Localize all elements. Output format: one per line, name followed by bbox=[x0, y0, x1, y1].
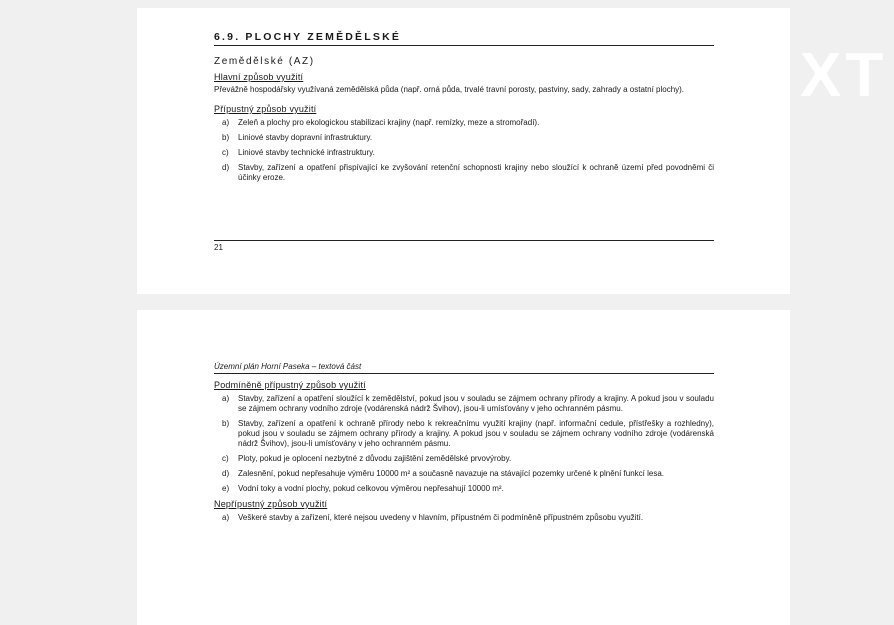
list-item-text: Stavby, zařízení a opatření k ochraně přírody nebo k rekreačnímu využití krajiny (např. informační cedule, přístřešky a rozhledny), pokud jsou v souladu se zájmem ochrany přírody a krajiny. A pokud jsou v souladu se zájmem ochrany vodního zdroje (vodárenská nádrž Švihov), jsou-li umísťovány v jeho ochranném pásmu. bbox=[238, 419, 714, 448]
list-item-letter: b) bbox=[222, 419, 230, 428]
section-title: 6.9. PLOCHY ZEMĚDĚLSKÉ bbox=[214, 31, 714, 46]
zone-title: Zemědělské (AZ) bbox=[214, 56, 315, 67]
prohibited-use-list bbox=[214, 513, 714, 523]
document-page-1 bbox=[137, 8, 790, 294]
list-item-text: Zeleň a plochy pro ekologickou stabilizaci krajiny (např. remízky, meze a stromořadí). bbox=[238, 118, 540, 127]
list-item bbox=[214, 148, 714, 158]
list-item-text: Liniové stavby technické infrastruktury. bbox=[238, 148, 375, 157]
main-use-text: Převážně hospodářsky využívaná zemědělská půda (např. orná půda, trvalé travní porosty, pastviny, sady, zahrady a ostatní plochy). bbox=[214, 85, 685, 94]
page-1-content bbox=[214, 31, 714, 188]
watermark-text: XT bbox=[800, 41, 888, 110]
list-item-letter: d) bbox=[222, 163, 230, 172]
prohibited-use-heading: Nepřípustný způsob využití bbox=[214, 499, 328, 509]
permitted-use-heading: Přípustný způsob využití bbox=[214, 104, 317, 114]
list-item-text: Zalesnění, pokud nepřesahuje výměru 10000 m² a současně navazuje na stávající pozemky určené k plnění funkcí lesa. bbox=[238, 469, 665, 478]
page-1-footer bbox=[214, 240, 714, 253]
list-item-text: Stavby, zařízení a opatření sloužící k zemědělství, pokud jsou v souladu se zájmem ochrany přírody a krajiny. A pokud jsou v souladu se zájmem ochrany vodního zdroje (vodárenská nádrž Švihov), jsou-li umísťovány v jeho ochranném pásmu. bbox=[238, 394, 714, 413]
conditional-use-heading: Podmíněně přípustný způsob využití bbox=[214, 380, 366, 390]
list-item-text: Liniové stavby dopravní infrastruktury. bbox=[238, 133, 373, 142]
page-2-content bbox=[214, 362, 714, 528]
list-item bbox=[214, 484, 714, 494]
main-use-heading: Hlavní způsob využití bbox=[214, 72, 304, 82]
list-item bbox=[214, 163, 714, 183]
list-item-text: Stavby, zařízení a opatření přispívající ke zvyšování retenční schopnosti krajiny nebo sloužící k ochraně území před povodněmi či účinky eroze. bbox=[238, 163, 714, 182]
page-header: Územní plán Horní Paseka – textová část bbox=[214, 362, 714, 374]
list-item bbox=[214, 394, 714, 414]
list-item-letter: a) bbox=[222, 394, 230, 403]
list-item-letter: a) bbox=[222, 513, 230, 522]
footer-divider bbox=[214, 240, 714, 241]
list-item-text: Ploty, pokud je oplocení nezbytné z důvodu zajištění zemědělské prvovýroby. bbox=[238, 454, 512, 463]
list-item-letter: d) bbox=[222, 469, 230, 478]
list-item-letter: a) bbox=[222, 118, 230, 127]
conditional-use-list bbox=[214, 394, 714, 494]
list-item-text: Vodní toky a vodní plochy, pokud celkovou výměrou nepřesahují 10000 m². bbox=[238, 484, 504, 493]
list-item bbox=[214, 133, 714, 143]
permitted-use-list bbox=[214, 118, 714, 183]
list-item-text: Veškeré stavby a zařízení, které nejsou uvedeny v hlavním, přípustném či podmíněně přípustném způsobu využití. bbox=[238, 513, 644, 522]
list-item bbox=[214, 513, 714, 523]
list-item bbox=[214, 118, 714, 128]
list-item-letter: b) bbox=[222, 133, 230, 142]
list-item bbox=[214, 419, 714, 449]
document-page-2 bbox=[137, 310, 790, 625]
list-item-letter: e) bbox=[222, 484, 230, 493]
list-item bbox=[214, 454, 714, 464]
list-item bbox=[214, 469, 714, 479]
list-item-letter: c) bbox=[222, 148, 229, 157]
list-item-letter: c) bbox=[222, 454, 229, 463]
page-number: 21 bbox=[214, 243, 223, 252]
